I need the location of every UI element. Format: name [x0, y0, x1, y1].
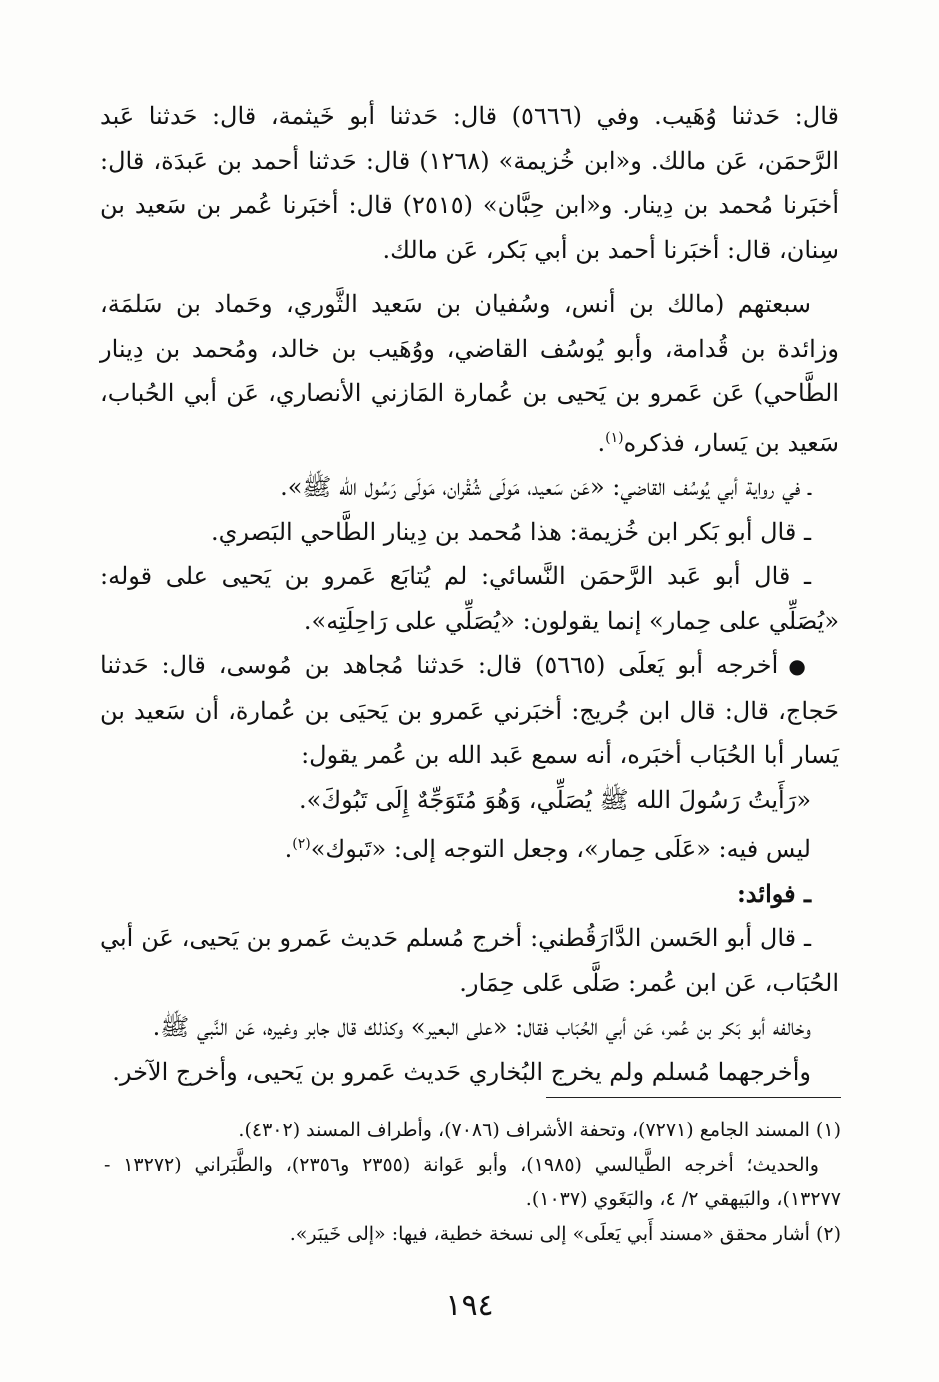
benefits-heading: ـ فوائد: [736, 878, 811, 908]
note-nasai: ـ قال أبو عَبد الرَّحمَن النَّسائي: لم يُتابَع عَمرو بن يَحيى على قوله: «يُصَلِّي على حِمار» إنما يقولون: «يُصَلِّي على رَاحِلَتِه». [100, 562, 839, 635]
paragraph-abu-yala [100, 643, 839, 778]
quote-note: ليس فيه: «عَلَى حِمار»، وجعل التوجه إلى: «تَبوك»$^{(٢)}$. [284, 835, 811, 863]
benefit-muslim-bukhari: وأخرجهما مُسلم ولم يخرج البُخاري حَديث عَمرو بن يَحيى، وأخرج الآخر. [112, 1057, 811, 1086]
benefit-daraqutni: ـ قال أبو الحَسن الدَّارَقُطني: أخرج مُسلم حَديث عَمرو بن يَحيى، عَن أبي الحُبَاب، عَن ابن عُمر: صَلَّى عَلى حِمَار. [100, 924, 839, 997]
note-abu-yusuf: ـ في رواية أبي يُوسُف القاضي: «عَن سَعيد، مَولَى شُقْران، مَولَى رَسُول الله ﷺ». [280, 473, 811, 501]
footnotes [104, 1113, 841, 1251]
footnote-ref-1[interactable]: (١) [605, 429, 624, 446]
footnote-ref-2[interactable]: (٢) [292, 836, 311, 852]
paragraph-isnad-chains: قال: حَدثنا وُهَيب. وفي (٥٦٦٦) قال: حَدثنا أبو خَيثمة، قال: حَدثنا عَبد الرَّحمَن، عَن مالك. و«ابن خُزيمة» (١٢٦٨) قال: حَدثنا أحمد بن عَبدَة، قال: أخبَرنا مُحمد بن دِينار. و«ابن حِبَّان» (٢٥١٥) قال: أخبَرنا عُمر بن سَعيد بن سِنان، قال: أخبَرنا أحمد بن أبي بَكر، عَن مالك. [100, 102, 839, 264]
main-text-body [100, 94, 839, 1094]
benefit-abu-bakr: وخالفه أبو بَكر بن عُمر، عَن أبي الحُبَاب فقال: «على البعير» وكذلك قال جابر وغيره، عَن النَّبي ﷺ. [152, 1013, 811, 1041]
paragraph-abu-yala-text: أخرجه أبو يَعلَى (٥٦٦٥) قال: حَدثنا مُجاهد بن مُوسى، قال: حَدثنا حَجاج، قال: قال ابن جُريج: أخبَرني عَمرو بن يَحيَى بن عُمارة، أن سَعيد بن يَسار أبا الحُبَاب أخبَره، أنه سمع عَبد الله بن عُمر يقول: [100, 651, 839, 769]
note-ibn-khuzayma: ـ قال أبو بَكر ابن خُزيمة: هذا مُحمد بن دِينار الطَّاحي البَصري. [210, 517, 811, 546]
footnote-divider [546, 1097, 841, 1098]
footnote-1-line1: (١) المسند الجامع (٧٢٧١)، وتحفة الأشراف (٧٠٨٦)، وأطراف المسند (٤٣٠٢). [238, 1119, 841, 1141]
bullet-icon: ● [788, 654, 812, 678]
hadith-quote: «رَأَيتُ رَسُولَ الله ﷺ يُصَلِّي، وَهُوَ مُتَوَجِّهٌ إِلَى تَبُوكَ». [299, 785, 811, 814]
paragraph-seven-narrators-text: سبعتهم (مالك بن أنس، وسُفيان بن سَعيد الثَّوري، وحَماد بن سَلمَة، وزائدة بن قُدامة، وأبو يُوسُف القاضي، ووُهَيب بن خالد، ومُحمد بن دِينار الطَّاحي) عَن عَمرو بن يَحيى بن عُمارة المَازني الأنصاري، عَن أبي الحُباب، سَعيد بن يَسار، فذكره [100, 290, 839, 457]
paragraph-seven-narrators: سبعتهم (مالك بن أنس، وسُفيان بن سَعيد الثَّوري، وحَماد بن سَلمَة، وزائدة بن قُدامة، وأبو يُوسُف القاضي، ووُهَيب بن خالد، ومُحمد بن دِينار الطَّاحي) عَن عَمرو بن يَحيى بن عُمارة المَازني الأنصاري، عَن أبي الحُباب، سَعيد بن يَسار، فذكره$^{(١)}$. [100, 290, 839, 457]
footnote-1-line2: والحديث؛ أخرجه الطَّيالسي (١٩٨٥)، وأبو عَوانة (٢٣٥٥ و٢٣٥٦)، والطَّبَراني (١٣٢٧٢ - ١٣٢٧٧)، والبَيهقي ٢/ ٤، والبَغَوي (١٠٣٧). [104, 1153, 841, 1210]
page-number: ١٩٤ [445, 1288, 494, 1323]
footnote-2: (٢) أشار محقق «مسند أَبي يَعلَى» إلى نسخة خطية، فيها: «إلى خَيبَر». [289, 1222, 841, 1245]
